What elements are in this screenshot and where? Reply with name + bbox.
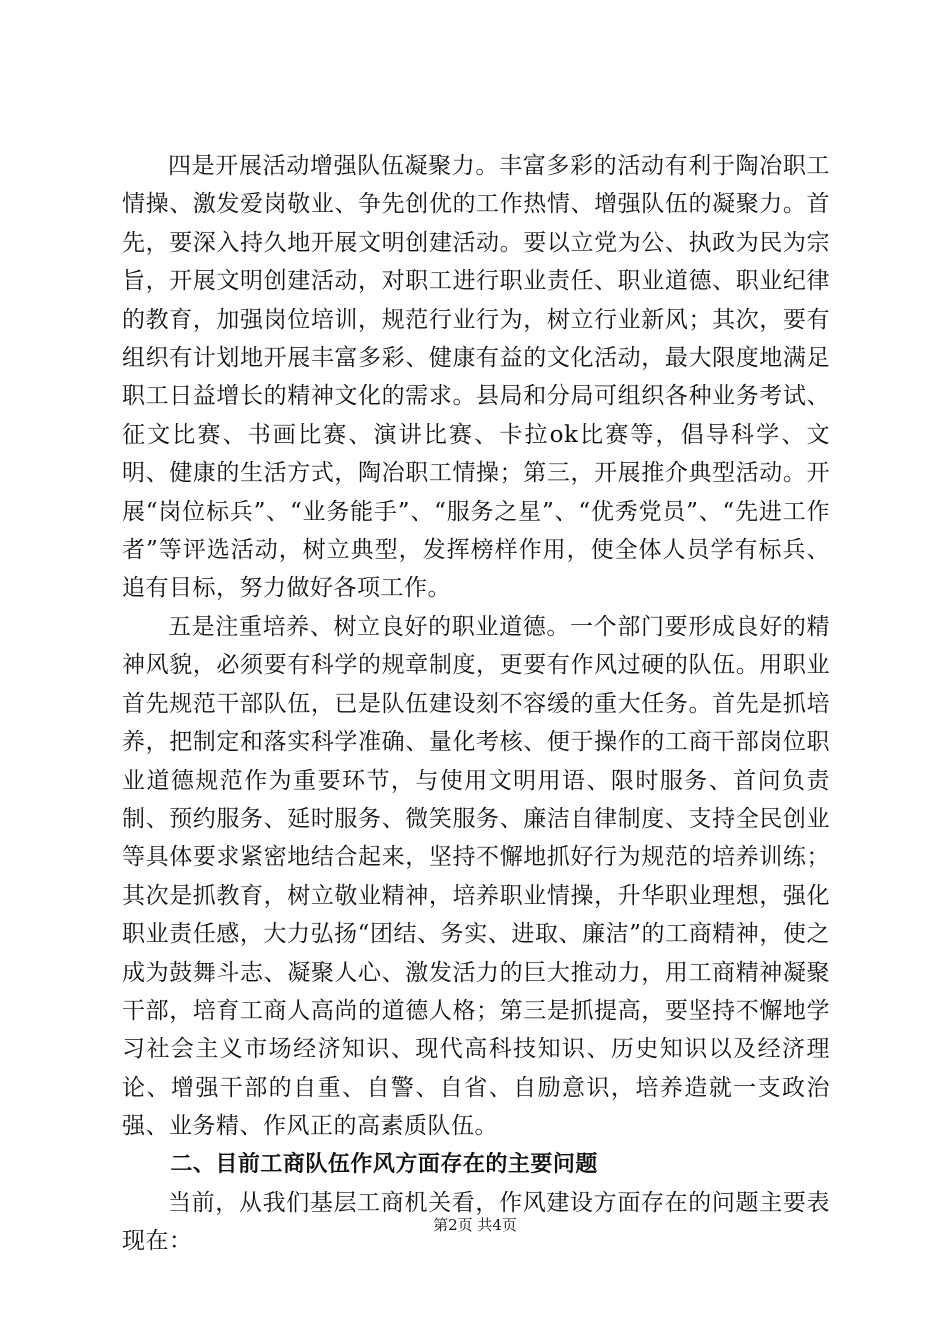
paragraph-current-problems: 当前，从我们基层工商机关看，作风建设方面存在的问题主要表现在： xyxy=(122,1189,830,1255)
page-number-footer: 第2页 共4页 xyxy=(433,1216,517,1234)
section-heading: 二、目前工商队伍作风方面存在的主要问题 xyxy=(170,1151,598,1177)
paragraph-activities: 四是开展活动增强队伍凝聚力。丰富多彩的活动有利于陶冶职工情操、激发爱岗敬业、争先创优的工作热情、增强队伍的凝聚力。首先，要深入持久地开展文明创建活动。要以立党为公、执政为民为宗旨，开展文明创建活动，对职工进行职业责任、职业道德、职业纪律的教育，加强岗位培训，规范行业行为，树立行业新风；其次，要有组织有计划地开展丰富多彩、健康有益的文化活动，最大限度地满足职工日益增长的精神文化的需求。县局和分局可组织各种业务考试、征文比赛、书画比赛、演讲比赛、卡拉ok比赛等，倡导科学、文明、健康的生活方式，陶冶职工情操；第三，开展推介典型活动。开展“岗位标兵”、“业务能手”、“服务之星”、“优秀党员”、“先进工作者”等评选活动，树立典型，发挥榜样作用，使全体人员学有标兵、追有目标，努力做好各项工作。 xyxy=(122,153,830,602)
document-body xyxy=(122,147,830,1261)
paragraph-professional-ethics: 五是注重培养、树立良好的职业道德。一个部门要形成良好的精神风貌，必须要有科学的规章制度，更要有作风过硬的队伍。用职业首先规范干部队伍，已是队伍建设刻不容缓的重大任务。首先是抓培养，把制定和落实科学准确、量化考核、便于操作的工商干部岗位职业道德规范作为重要环节，与使用文明用语、限时服务、首问负责制、预约服务、延时服务、微笑服务、廉洁自律制度、支持全民创业等具体要求紧密地结合起来，坚持不懈地抓好行为规范的培养训练；其次是抓教育，树立敬业精神，培养职业情操，升华职业理想，强化职业责任感，大力弘扬“团结、务实、进取、廉洁”的工商精神，使之成为鼓舞斗志、凝聚人心、激发活力的巨大推动力，用工商精神凝聚干部，培育工商人高尚的道德人格；第三是抓提高，要坚持不懈地学习社会主义市场经济知识、现代高科技知识、历史知识以及经济理论、增强干部的自重、自警、自省、自励意识，培养造就一支政治强、业务精、作风正的高素质队伍。 xyxy=(122,613,830,1140)
